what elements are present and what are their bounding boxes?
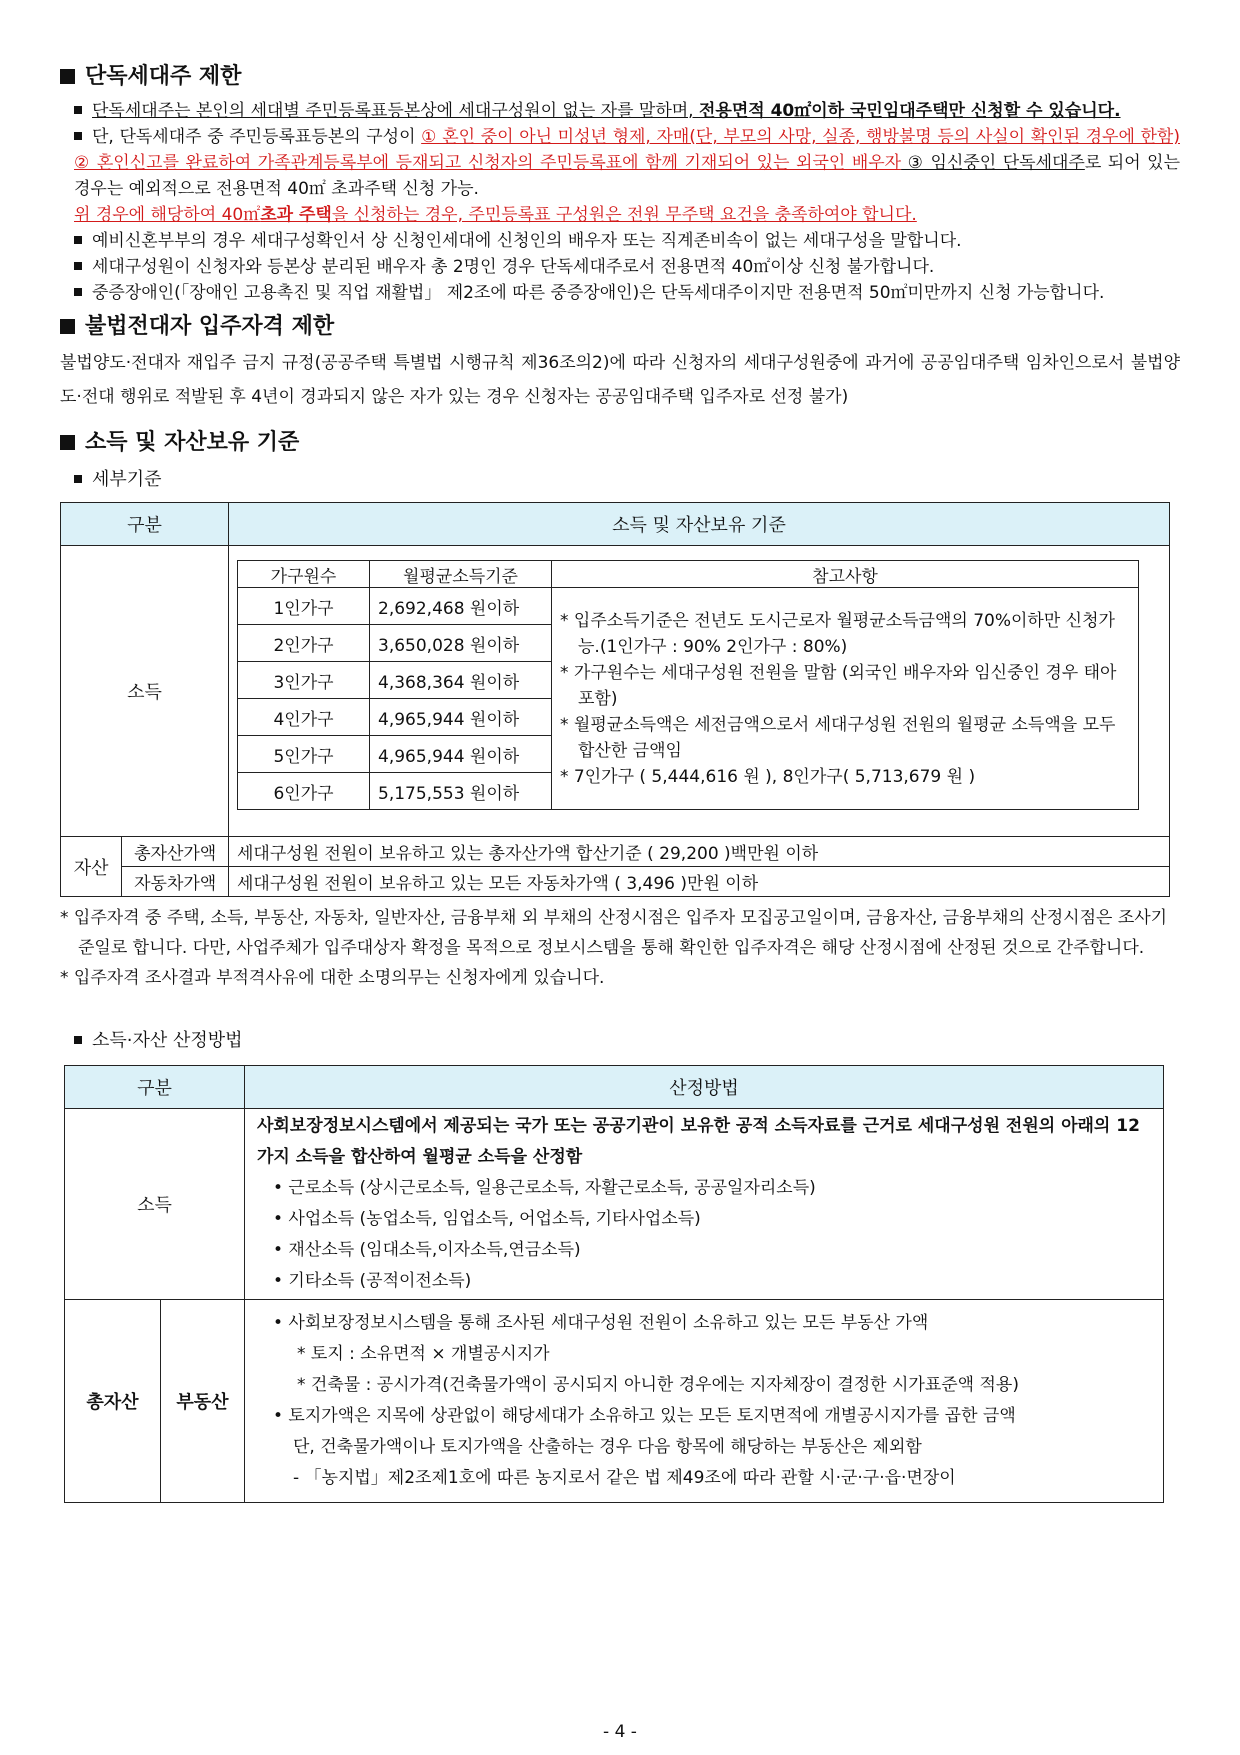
table-header-cell: 소득 및 자산보유 기준 [229, 503, 1170, 546]
square-bullet-icon [60, 435, 75, 450]
small-square-bullet-icon [74, 262, 82, 270]
list-item: - 「농지법」제2조제1호에 따른 농지로서 같은 법 제49조에 따라 관할 시·군·구·읍·면장이 [293, 1468, 956, 1488]
list-item: 단, 건축물가액이나 토지가액을 산출하는 경우 다음 항목에 해당하는 부동산은 제외함 [293, 1437, 922, 1457]
list-item: • 토지가액은 지목에 상관없이 해당세대가 소유하고 있는 모든 토지면적에 개별공시지가를 곱한 금액 [273, 1406, 1016, 1426]
document-page [60, 62, 1180, 1503]
footnote: * 입주자격 조사결과 부적격사유에 대한 소명의무는 신청자에게 있습니다. [60, 968, 605, 988]
table-row: 2인가구 3,650,028 원이하 [238, 625, 1139, 662]
income-label-cell: 소득 [65, 1109, 245, 1300]
asset-label-cell: 자산 [61, 837, 122, 897]
small-square-bullet-icon [74, 106, 82, 114]
income-threshold-table [237, 560, 1139, 810]
list-item: * 토지 : 소유면적 × 개별공시지가 [297, 1344, 550, 1364]
small-square-bullet-icon [74, 288, 82, 296]
income-method-cell: 사회보장정보시스템에서 제공되는 국가 또는 공공기관이 보유한 공적 소득자료를 근거로 세대구성원 전원의 아래의 12가지 소득을 합산하여 월평균 소득을 산정함 • 근로소득 (상시근로소득, 일용근로소득, 자활근로소득, 공공일자리소득) • 사업소득 (농업소득, 임업소득, 어업소득, 기타사업소득) • 재산소득 (임대소득,이자소득,연금소득) • 기타소득 (공적이전소득) [245, 1109, 1164, 1300]
total-asset-label: 총자산 [65, 1300, 161, 1503]
footnote: * 입주자격 중 주택, 소득, 부동산, 자동차, 일반자산, 금융부채 외 부채의 산정시점은 입주자 모집공고일이며, 금융자산, 금융부채의 산정시점은 조사기준일로 합니다. 다만, 사업주체가 입주대상자 확정을 목적으로 정보시스템을 통해 확인한 입주자격은 해당 산정시점에 산정된 것으로 간주합니다. [60, 908, 1168, 958]
square-bullet-icon [60, 69, 75, 84]
income-criteria-cell [229, 546, 1170, 837]
total-asset-label: 총자산가액 [122, 837, 229, 867]
list-item: 세대구성원이 신청자와 등본상 분리된 배우자 총 2명인 경우 단독세대주로서 전용면적 40㎡이상 신청 불가합니다. [74, 254, 1180, 280]
table-header-cell: 구분 [61, 503, 229, 546]
table-header-cell: 산정방법 [245, 1066, 1164, 1109]
income-label-cell: 소득 [61, 546, 229, 837]
list-item: 중증장애인(「장애인 고용촉진 및 직업 재활법」 제2조에 따른 중증장애인)은 단독세대주이지만 전용면적 50㎡미만까지 신청 가능합니다. [74, 280, 1180, 306]
table-row: 3인가구 4,368,364 원이하 [238, 662, 1139, 699]
list-item: 단독세대주는 본인의 세대별 주민등록표등본상에 세대구성원이 없는 자를 말하며, 전용면적 40㎡이하 국민임대주택만 신청할 수 있습니다. [74, 98, 1180, 124]
sub-heading: 세부기준 [74, 466, 1180, 494]
page-number: - 4 - [603, 1722, 637, 1742]
list-item: • 사회보장정보시스템을 통해 조사된 세대구성원 전원이 소유하고 있는 모든 부동산 가액 [273, 1313, 929, 1333]
income-asset-criteria-table [60, 502, 1170, 897]
vehicle-value-criteria: 세대구성원 전원이 보유하고 있는 모든 자동차가액 ( 3,496 )만원 이하 [229, 867, 1170, 897]
list-item: • 재산소득 (임대소득,이자소득,연금소득) [273, 1240, 581, 1260]
sub-heading: 소득·자산 산정방법 [74, 1027, 1180, 1055]
vehicle-value-label: 자동차가액 [122, 867, 229, 897]
table-header-cell: 참고사항 [552, 561, 1139, 588]
list-item: * 건축물 : 공시가격(건축물가액이 공시되지 아니한 경우에는 지자체장이 결정한 시가표준액 적용) [297, 1375, 1019, 1395]
real-estate-method-cell [245, 1300, 1164, 1503]
square-bullet-icon [60, 319, 75, 334]
small-square-bullet-icon [74, 132, 82, 140]
small-square-bullet-icon [74, 475, 82, 483]
section-heading: 단독세대주 제한 [60, 62, 1180, 92]
reference-notes-cell: * 입주소득기준은 전년도 도시근로자 월평균소득금액의 70%이하만 신청가능.(1인가구 : 90% 2인가구 : 80%) * 가구원수는 세대구성원 전원을 말함 (외국인 배우자와 임신중인 경우 태아 포함) * 월평균소득액은 세전금액으로서 세대구성원 전원의 월평균 소득액을 모두 합산한 금액임 * 7인가구 ( 5,444,616 원 ), 8인가구( 5,713,679 원 ) [552, 588, 1139, 810]
table-row: 4인가구 4,965,944 원이하 [238, 699, 1139, 736]
table-header-cell: 가구원수 [238, 561, 370, 588]
section-heading: 소득 및 자산보유 기준 [60, 428, 1180, 458]
section-heading: 불법전대자 입주자격 제한 [60, 312, 1180, 342]
paragraph: 불법양도·전대자 재입주 금지 규정(공공주택 특별법 시행규칙 제36조의2)에 따라 신청자의 세대구성원중에 과거에 공공임대주택 임차인으로서 불법양도·전대 행위로 적발된 후 4년이 경과되지 않은 자가 있는 경우 신청자는 공공임대주택 입주자로 선정 불가) [60, 353, 1180, 407]
real-estate-label: 부동산 [161, 1300, 245, 1503]
list-item: 단, 단독세대주 중 주민등록표등본의 구성이 ① 혼인 중이 아닌 미성년 형제, 자매(단, 부모의 사망, 실종, 행방불명 등의 사실이 확인된 경우에 한함) ② 혼인신고를 완료하여 가족관계등록부에 등재되고 신청자의 주민등록표에 함께 기재되어 있는 외국인 배우자 ③ 임신중인 단독세대주로 되어 있는 경우는 예외적으로 전용면적 40㎡ 초과주택 신청 가능. 위 경우에 해당하여 40㎡초과 주택을 신청하는 경우, 주민등록표 구성원은 전원 무주택 요건을 충족하여야 합니다. [74, 127, 1181, 225]
table-header-cell: 구분 [65, 1066, 245, 1109]
table-header-cell: 월평균소득기준 [370, 561, 552, 588]
table-row: 6인가구 5,175,553 원이하 [238, 773, 1139, 810]
list-item: 예비신혼부부의 경우 세대구성확인서 상 신청인세대에 신청인의 배우자 또는 직계존비속이 없는 세대구성을 말합니다. [74, 228, 1180, 254]
table-row: 1인가구 2,692,468 원이하 * 입주소득기준은 전년도 도시근로자 월평균소득금액의 70%이하만 신청가능.(1인가구 : 90% 2인가구 : 80%) * 가구원수는 세대구성원 전원을 말함 (외국인 배우자와 임신중인 경우 태아 포함) * 월평균소득액은 세전금액으로서 세대구성원 전원의 월평균 소득액을 모두 합산한 금액임 * 7인가구 ( 5,444,616 원 ), 8인가구( 5,713,679 원 ) [238, 588, 1139, 625]
list-item: • 근로소득 (상시근로소득, 일용근로소득, 자활근로소득, 공공일자리소득) [273, 1178, 816, 1198]
calculation-method-table [64, 1065, 1164, 1503]
total-asset-criteria: 세대구성원 전원이 보유하고 있는 총자산가액 합산기준 ( 29,200 )백만원 이하 [229, 837, 1170, 867]
list-item: • 사업소득 (농업소득, 임업소득, 어업소득, 기타사업소득) [273, 1209, 701, 1229]
list-item: • 기타소득 (공적이전소득) [273, 1271, 472, 1291]
small-square-bullet-icon [74, 236, 82, 244]
small-square-bullet-icon [74, 1036, 82, 1044]
table-row: 5인가구 4,965,944 원이하 [238, 736, 1139, 773]
